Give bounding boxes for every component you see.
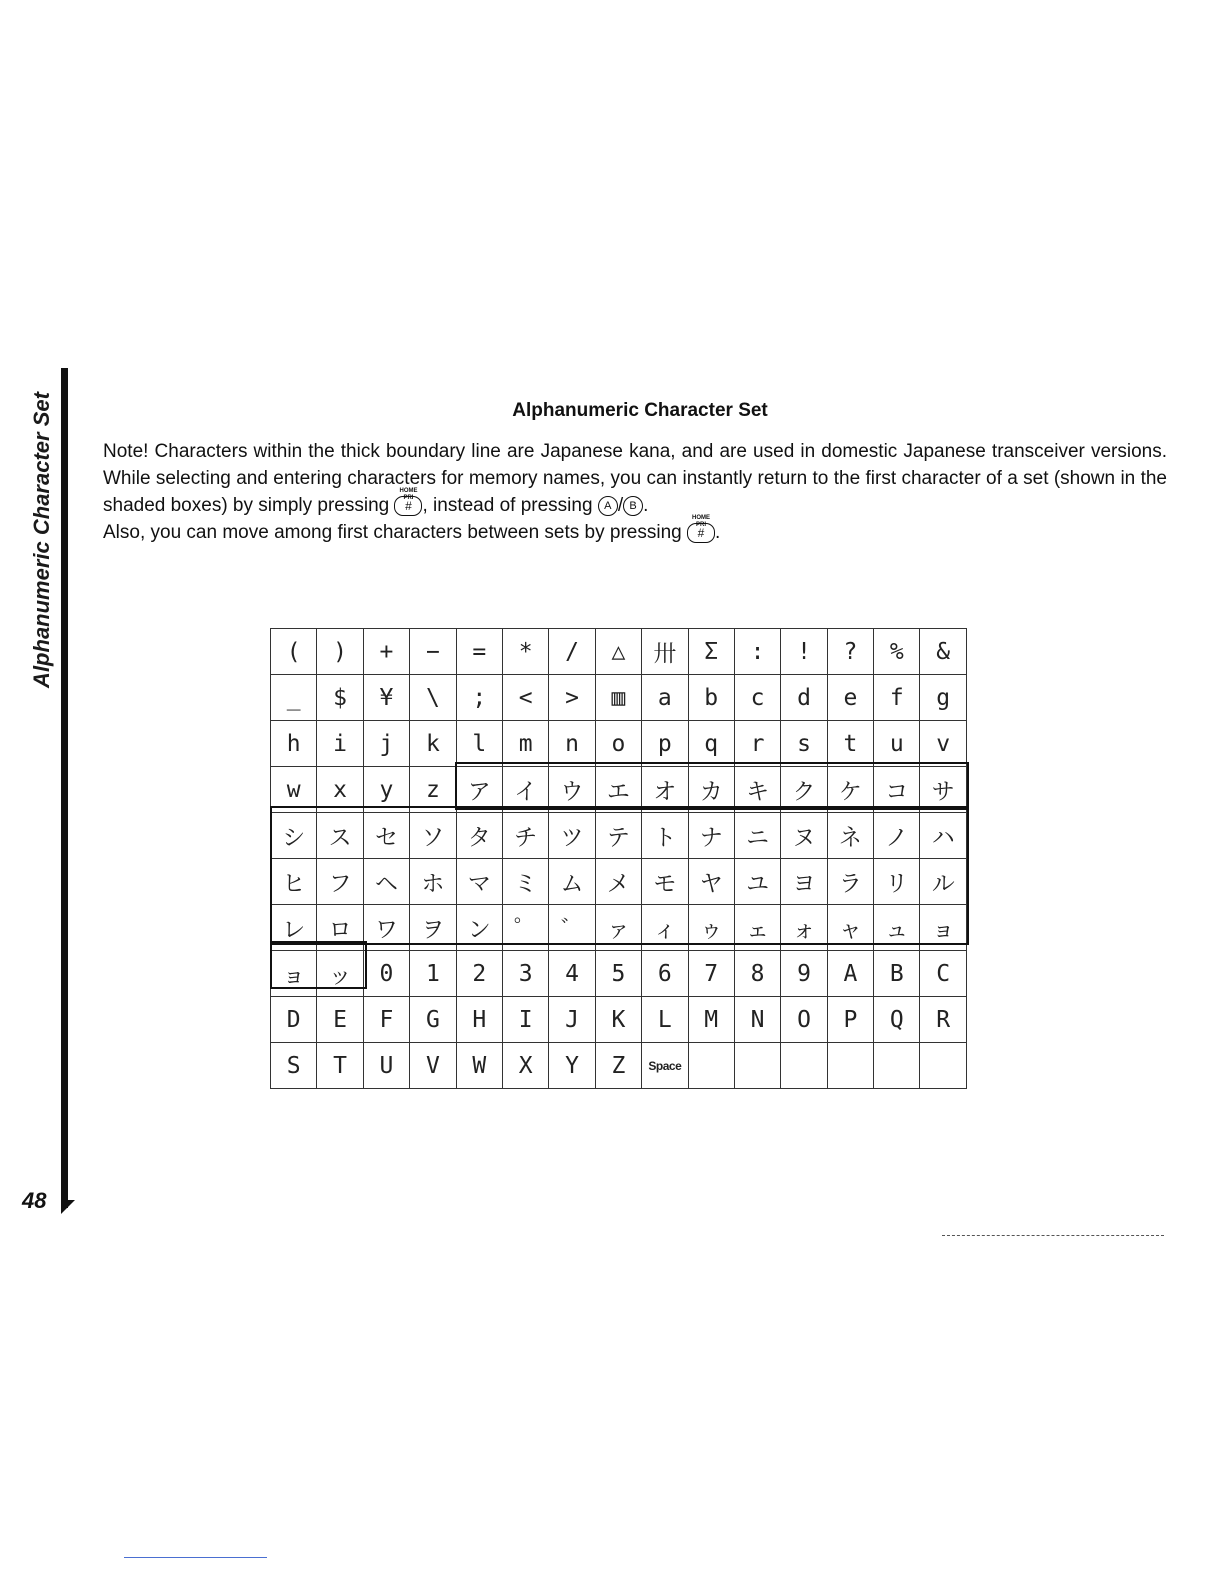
charset-cell: ヌ bbox=[781, 813, 827, 859]
charset-cell-empty bbox=[734, 1043, 780, 1089]
charset-cell: ン bbox=[456, 905, 502, 951]
charset-row bbox=[271, 859, 967, 905]
charset-cell: ネ bbox=[827, 813, 873, 859]
charset-cell: ゥ bbox=[688, 905, 734, 951]
note-text-5: . bbox=[715, 522, 721, 543]
charset-cell: b bbox=[688, 675, 734, 721]
charset-cell: L bbox=[642, 997, 688, 1043]
charset-cell: ョ bbox=[920, 905, 967, 951]
charset-cell: A bbox=[827, 951, 873, 997]
charset-cell: q bbox=[688, 721, 734, 767]
charset-cell: > bbox=[549, 675, 595, 721]
charset-cell: ゜ bbox=[502, 905, 548, 951]
charset-cell: r bbox=[734, 721, 780, 767]
charset-cell: ト bbox=[642, 813, 688, 859]
charset-cell: 1 bbox=[410, 951, 456, 997]
charset-cell-empty bbox=[920, 1043, 967, 1089]
charset-cell: ム bbox=[549, 859, 595, 905]
charset-cell: Space bbox=[642, 1043, 688, 1089]
charset-cell: 4 bbox=[549, 951, 595, 997]
charset-row bbox=[271, 675, 967, 721]
charset-cell: H bbox=[456, 997, 502, 1043]
charset-cell: コ bbox=[874, 767, 920, 813]
charset-cell: ( bbox=[271, 629, 317, 675]
note-text-1: Note! Characters within the thick boundary line are Japanese kana, and are used in domestic Japanese transceiver versions. While selecting and entering characters for memory names, you can instantly return to the first character of a set (shown in the shaded boxes) by simply pressing bbox=[103, 441, 1167, 516]
charset-cell-empty bbox=[688, 1043, 734, 1089]
charset-cell: I bbox=[502, 997, 548, 1043]
charset-cell: ェ bbox=[734, 905, 780, 951]
charset-cell: B bbox=[874, 951, 920, 997]
charset-cell: ァ bbox=[595, 905, 641, 951]
charset-cell: ハ bbox=[920, 813, 967, 859]
charset-cell: ¥ bbox=[363, 675, 409, 721]
charset-cell: ; bbox=[456, 675, 502, 721]
charset-cell: + bbox=[363, 629, 409, 675]
charset-cell: − bbox=[410, 629, 456, 675]
note-paragraph bbox=[103, 438, 1167, 546]
charset-cell: 2 bbox=[456, 951, 502, 997]
charset-cell: o bbox=[595, 721, 641, 767]
charset-cell: オ bbox=[642, 767, 688, 813]
charset-cell: D bbox=[271, 997, 317, 1043]
charset-cell: ヘ bbox=[363, 859, 409, 905]
charset-cell: p bbox=[642, 721, 688, 767]
character-set-table bbox=[270, 628, 967, 1084]
charset-cell-empty bbox=[874, 1043, 920, 1089]
note-text-3: . bbox=[643, 495, 649, 516]
sidebar-rule-foot bbox=[61, 1200, 75, 1214]
charset-cell: k bbox=[410, 721, 456, 767]
charset-cell: l bbox=[456, 721, 502, 767]
charset-cell: ロ bbox=[317, 905, 363, 951]
charset-cell: テ bbox=[595, 813, 641, 859]
charset-cell: T bbox=[317, 1043, 363, 1089]
charset-cell: X bbox=[502, 1043, 548, 1089]
charset-row bbox=[271, 997, 967, 1043]
charset-cell: y bbox=[363, 767, 409, 813]
charset-cell: Y bbox=[549, 1043, 595, 1089]
a-key-icon: A bbox=[598, 496, 618, 516]
charset-cell: a bbox=[642, 675, 688, 721]
charset-cell: V bbox=[410, 1043, 456, 1089]
charset-cell: ラ bbox=[827, 859, 873, 905]
charset-cell: j bbox=[363, 721, 409, 767]
charset-cell: Q bbox=[874, 997, 920, 1043]
charset-cell: g bbox=[920, 675, 967, 721]
charset-cell: ▥ bbox=[595, 675, 641, 721]
charset-cell: ア bbox=[456, 767, 502, 813]
charset-cell: t bbox=[827, 721, 873, 767]
hash-key-icon-2: HOME PRI # bbox=[687, 523, 715, 543]
charset-cell: M bbox=[688, 997, 734, 1043]
charset-row bbox=[271, 905, 967, 951]
charset-cell-empty bbox=[781, 1043, 827, 1089]
charset-cell: ! bbox=[781, 629, 827, 675]
charset-cell: 卅 bbox=[642, 629, 688, 675]
charset-cell: ォ bbox=[781, 905, 827, 951]
charset-cell: 7 bbox=[688, 951, 734, 997]
charset-cell: ヤ bbox=[688, 859, 734, 905]
charset-cell: e bbox=[827, 675, 873, 721]
charset-cell: G bbox=[410, 997, 456, 1043]
charset-cell: リ bbox=[874, 859, 920, 905]
charset-cell: ケ bbox=[827, 767, 873, 813]
charset-row bbox=[271, 721, 967, 767]
charset-cell: O bbox=[781, 997, 827, 1043]
charset-row bbox=[271, 629, 967, 675]
charset-cell: u bbox=[874, 721, 920, 767]
charset-cell: ウ bbox=[549, 767, 595, 813]
charset-cell: h bbox=[271, 721, 317, 767]
charset-cell: d bbox=[781, 675, 827, 721]
charset-cell: ソ bbox=[410, 813, 456, 859]
charset-cell: サ bbox=[920, 767, 967, 813]
charset-cell: ゛ bbox=[549, 905, 595, 951]
charset-cell: $ bbox=[317, 675, 363, 721]
charset-cell: ュ bbox=[874, 905, 920, 951]
charset-cell: ニ bbox=[734, 813, 780, 859]
charset-cell: Σ bbox=[688, 629, 734, 675]
note-text-4: Also, you can move among first characters between sets by pressing bbox=[103, 522, 682, 543]
charset-cell: v bbox=[920, 721, 967, 767]
charset-cell: △ bbox=[595, 629, 641, 675]
charset-cell: マ bbox=[456, 859, 502, 905]
charset-cell: i bbox=[317, 721, 363, 767]
charset-cell: ミ bbox=[502, 859, 548, 905]
charset-cell: メ bbox=[595, 859, 641, 905]
charset-cell: ヲ bbox=[410, 905, 456, 951]
charset-cell: F bbox=[363, 997, 409, 1043]
charset-cell: x bbox=[317, 767, 363, 813]
charset-cell: C bbox=[920, 951, 967, 997]
sidebar-title: Alphanumeric Character Set bbox=[29, 392, 54, 688]
charset-cell: ワ bbox=[363, 905, 409, 951]
charset-cell: ス bbox=[317, 813, 363, 859]
page-heading: Alphanumeric Character Set bbox=[512, 400, 768, 421]
sidebar-rule bbox=[61, 368, 68, 1208]
charset-cell: シ bbox=[271, 813, 317, 859]
charset-cell: フ bbox=[317, 859, 363, 905]
charset-cell: ッ bbox=[317, 951, 363, 997]
page-number: 48 bbox=[22, 1188, 47, 1213]
charset-cell: ィ bbox=[642, 905, 688, 951]
charset-cell: J bbox=[549, 997, 595, 1043]
charset-cell: エ bbox=[595, 767, 641, 813]
charset-cell: E bbox=[317, 997, 363, 1043]
charset-cell: s bbox=[781, 721, 827, 767]
charset-cell: セ bbox=[363, 813, 409, 859]
note-text-2: , instead of pressing bbox=[422, 495, 593, 516]
slash-text: / bbox=[617, 495, 624, 516]
charset-cell: & bbox=[920, 629, 967, 675]
charset-row bbox=[271, 1043, 967, 1089]
charset-cell: ノ bbox=[874, 813, 920, 859]
charset-cell: = bbox=[456, 629, 502, 675]
charset-cell: ) bbox=[317, 629, 363, 675]
charset-cell: / bbox=[549, 629, 595, 675]
charset-cell: N bbox=[734, 997, 780, 1043]
charset-cell: ョ bbox=[271, 951, 317, 997]
charset-cell: n bbox=[549, 721, 595, 767]
footer-rule bbox=[124, 1557, 267, 1558]
charset-cell: w bbox=[271, 767, 317, 813]
charset-cell: z bbox=[410, 767, 456, 813]
charset-cell: ク bbox=[781, 767, 827, 813]
charset-cell: ヒ bbox=[271, 859, 317, 905]
charset-cell: c bbox=[734, 675, 780, 721]
charset-cell: タ bbox=[456, 813, 502, 859]
charset-cell: W bbox=[456, 1043, 502, 1089]
charset-cell: ホ bbox=[410, 859, 456, 905]
charset-cell: 5 bbox=[595, 951, 641, 997]
charset-cell: U bbox=[363, 1043, 409, 1089]
charset-cell: モ bbox=[642, 859, 688, 905]
charset-cell: f bbox=[874, 675, 920, 721]
hash-key-icon: HOME PRI # bbox=[394, 496, 422, 516]
charset-cell: 0 bbox=[363, 951, 409, 997]
charset-cell: ユ bbox=[734, 859, 780, 905]
charset-cell: S bbox=[271, 1043, 317, 1089]
charset-cell: ャ bbox=[827, 905, 873, 951]
charset-cell: カ bbox=[688, 767, 734, 813]
charset-row bbox=[271, 813, 967, 859]
charset-cell: 9 bbox=[781, 951, 827, 997]
charset-row bbox=[271, 951, 967, 997]
charset-cell: R bbox=[920, 997, 967, 1043]
charset-cell: レ bbox=[271, 905, 317, 951]
charset-cell: 6 bbox=[642, 951, 688, 997]
charset-cell: チ bbox=[502, 813, 548, 859]
charset-cell: イ bbox=[502, 767, 548, 813]
charset-cell: ヨ bbox=[781, 859, 827, 905]
charset-cell: ナ bbox=[688, 813, 734, 859]
charset-cell: \ bbox=[410, 675, 456, 721]
charset-cell: 3 bbox=[502, 951, 548, 997]
charset-cell: Z bbox=[595, 1043, 641, 1089]
charset-cell: * bbox=[502, 629, 548, 675]
charset-cell: 8 bbox=[734, 951, 780, 997]
charset-cell: < bbox=[502, 675, 548, 721]
charset-cell-empty bbox=[827, 1043, 873, 1089]
charset-cell: % bbox=[874, 629, 920, 675]
charset-cell: : bbox=[734, 629, 780, 675]
charset-cell: ? bbox=[827, 629, 873, 675]
charset-cell: K bbox=[595, 997, 641, 1043]
charset-cell: _ bbox=[271, 675, 317, 721]
charset-cell: ル bbox=[920, 859, 967, 905]
charset-row bbox=[271, 767, 967, 813]
charset-cell: m bbox=[502, 721, 548, 767]
b-key-icon: B bbox=[623, 496, 643, 516]
charset-cell: キ bbox=[734, 767, 780, 813]
charset-cell: P bbox=[827, 997, 873, 1043]
charset-cell: ツ bbox=[549, 813, 595, 859]
bottom-rule bbox=[942, 1235, 1164, 1236]
